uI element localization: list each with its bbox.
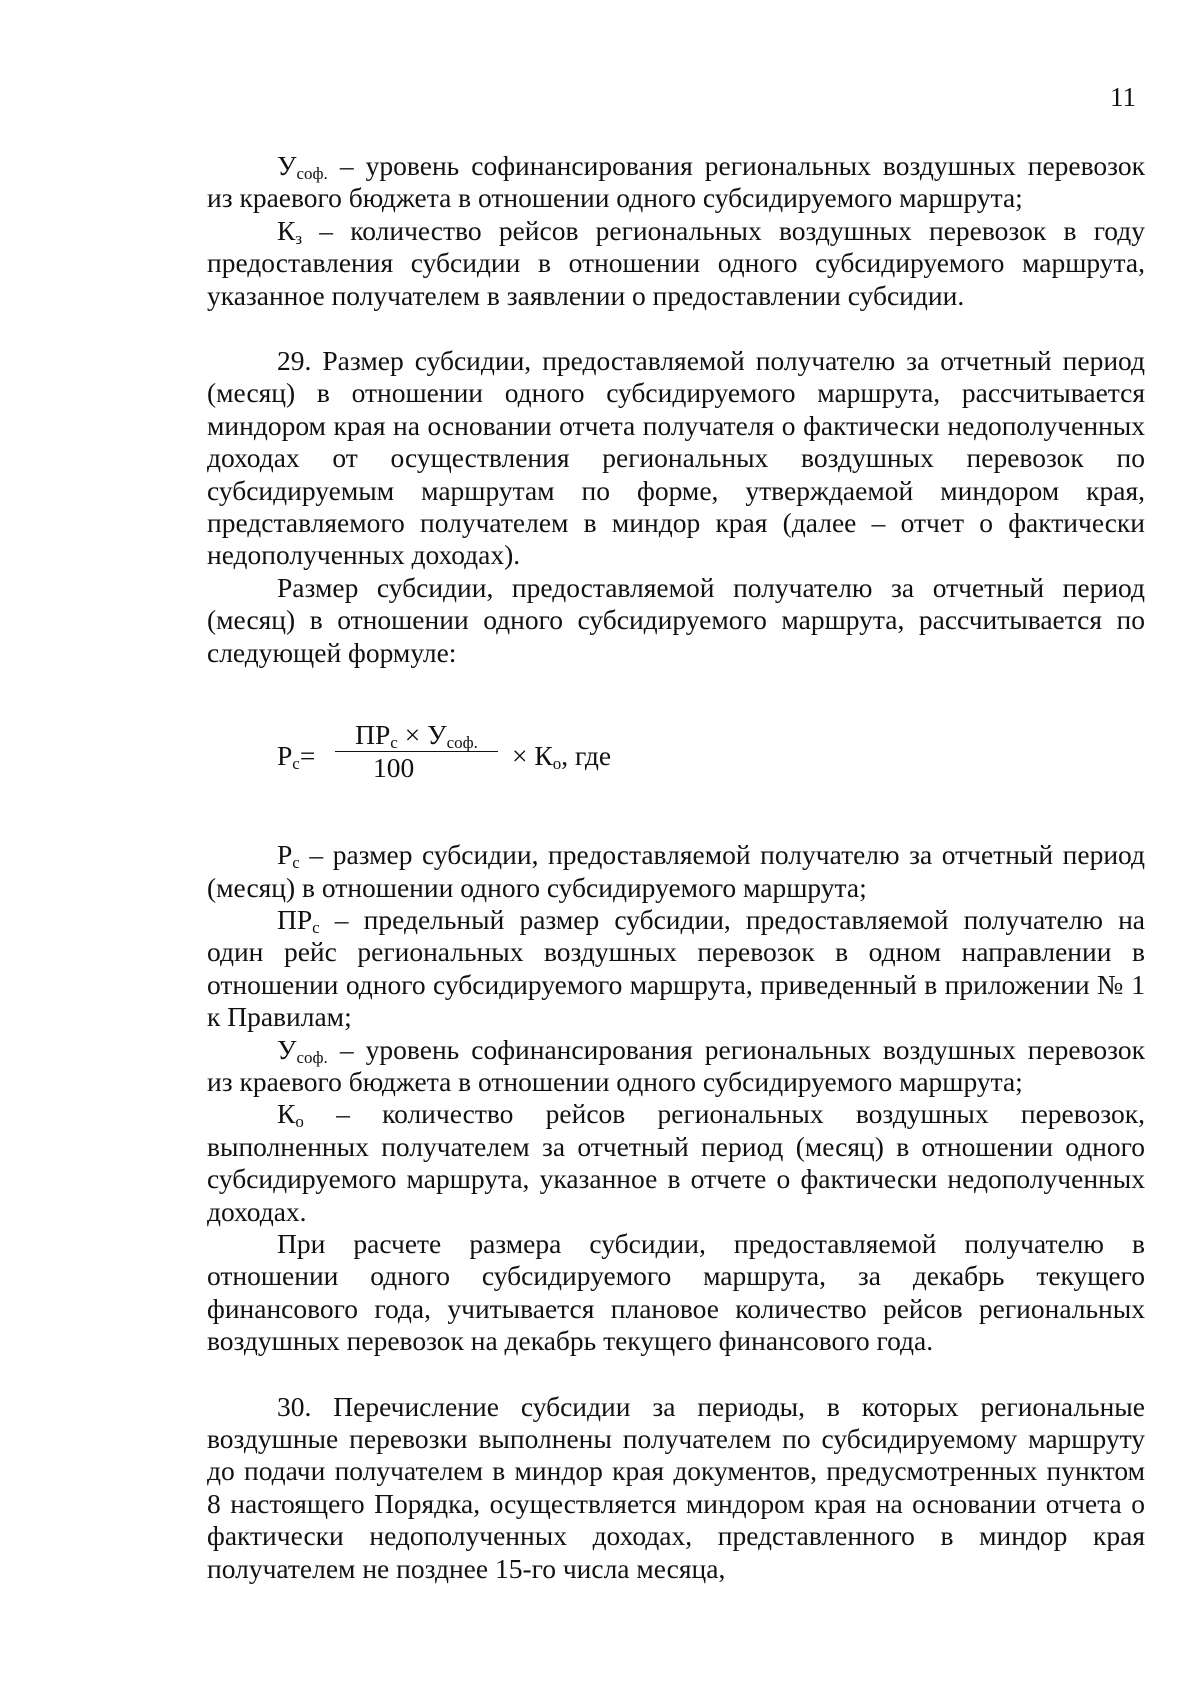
symbol: У	[277, 1033, 297, 1065]
symbol-subscript: соф.	[296, 164, 328, 183]
definition-u-sof-top	[207, 150, 1145, 215]
document-body	[207, 150, 1145, 1585]
symbol: Р	[277, 839, 293, 871]
definition-text: – размер субсидии, предоставляемой получателю за отчетный период (месяц) в отношении одного субсидируемого маршрута;	[207, 839, 1145, 903]
subsidy-formula	[277, 719, 1145, 787]
formula-lhs: $Р_с=$	[277, 740, 316, 774]
definition-text: – количество рейсов региональных воздушных перевозок в году предоставления субсидии в отношении одного субсидируемого маршрута, указанное получателем в заявлении о предоставлении субсидии.	[207, 214, 1145, 311]
formula-denominator: 100	[373, 752, 415, 784]
symbol-subscript: с	[292, 853, 300, 873]
formula-rhs: × $К_о$, где	[512, 740, 612, 774]
definition-text: – уровень софинансирования региональных воздушных перевозок из краевого бюджета в отношении одного субсидируемого маршрута;	[207, 1033, 1145, 1097]
paragraph-december: При расчете размера субсидии, предоставляемой получателю в отношении одного субсидируемого маршрута, за декабрь текущего финансового года, учитывается плановое количество рейсов региональных воздушных перевозок на декабрь текущего финансового года.	[207, 1227, 1145, 1357]
definition-u-sof	[207, 1034, 1145, 1099]
formula-fraction	[335, 719, 498, 784]
paragraph-29-formula-intro: Размер субсидии, предоставляемой получателю за отчетный период (месяц) в отношении одного субсидируемого маршрута, рассчитывается по следующей формуле:	[207, 571, 1145, 668]
symbol-subscript: соф.	[296, 1047, 328, 1067]
formula-numerator: $ПР_с \times У_{соф.}$	[355, 719, 478, 753]
symbol-subscript: о	[295, 1112, 304, 1132]
definition-k-z	[207, 215, 1145, 312]
symbol: ПР	[277, 903, 313, 935]
definition-text: – количество рейсов региональных воздушных перевозок, выполненных получателем за отчетный период (месяц) в отношении одного субсидируемого маршрута, указанное в отчете о фактически недополученных доходах.	[207, 1098, 1145, 1227]
symbol-subscript: с	[312, 917, 320, 937]
definition-text: – предельный размер субсидии, предоставляемой получателю на один рейс региональных воздушных перевозок в одном направлении в отношении одного субсидируемого маршрута, приведенный в приложении № 1 к Правилам;	[207, 903, 1145, 1033]
symbol-subscript: з	[295, 228, 303, 248]
symbol: У	[277, 150, 297, 181]
definition-p-c	[207, 839, 1145, 904]
symbol: К	[277, 214, 296, 246]
definition-k-o	[207, 1098, 1145, 1228]
paragraph-30: 30. Перечисление субсидии за периоды, в которых региональные воздушные перевозки выполнены получателем по субсидируемому маршруту до подачи получателем в миндор края документов, предусмотренных пунктом 8 настоящего Порядка, осуществляется миндором края на основании отчета о фактически недополученных доходах, представленного в миндор края получателем не позднее 15-го числа месяца,	[207, 1390, 1145, 1584]
symbol: К	[277, 1098, 296, 1130]
definition-pr-c	[207, 904, 1145, 1034]
paragraph-29: 29. Размер субсидии, предоставляемой получателю за отчетный период (месяц) в отношении одного субсидируемого маршрута, рассчитывается миндором края на основании отчета получателя о фактически недополученных доходах от осуществления региональных воздушных перевозок по субсидируемым маршрутам по форме, утверждаемой миндором края, представляемого получателем в миндор края (далее – отчет о фактически недополученных доходах).	[207, 345, 1145, 571]
definition-text: – уровень софинансирования региональных воздушных перевозок из краевого бюджета в отношении одного субсидируемого маршрута;	[207, 150, 1145, 214]
page-number: 11	[1110, 82, 1136, 112]
